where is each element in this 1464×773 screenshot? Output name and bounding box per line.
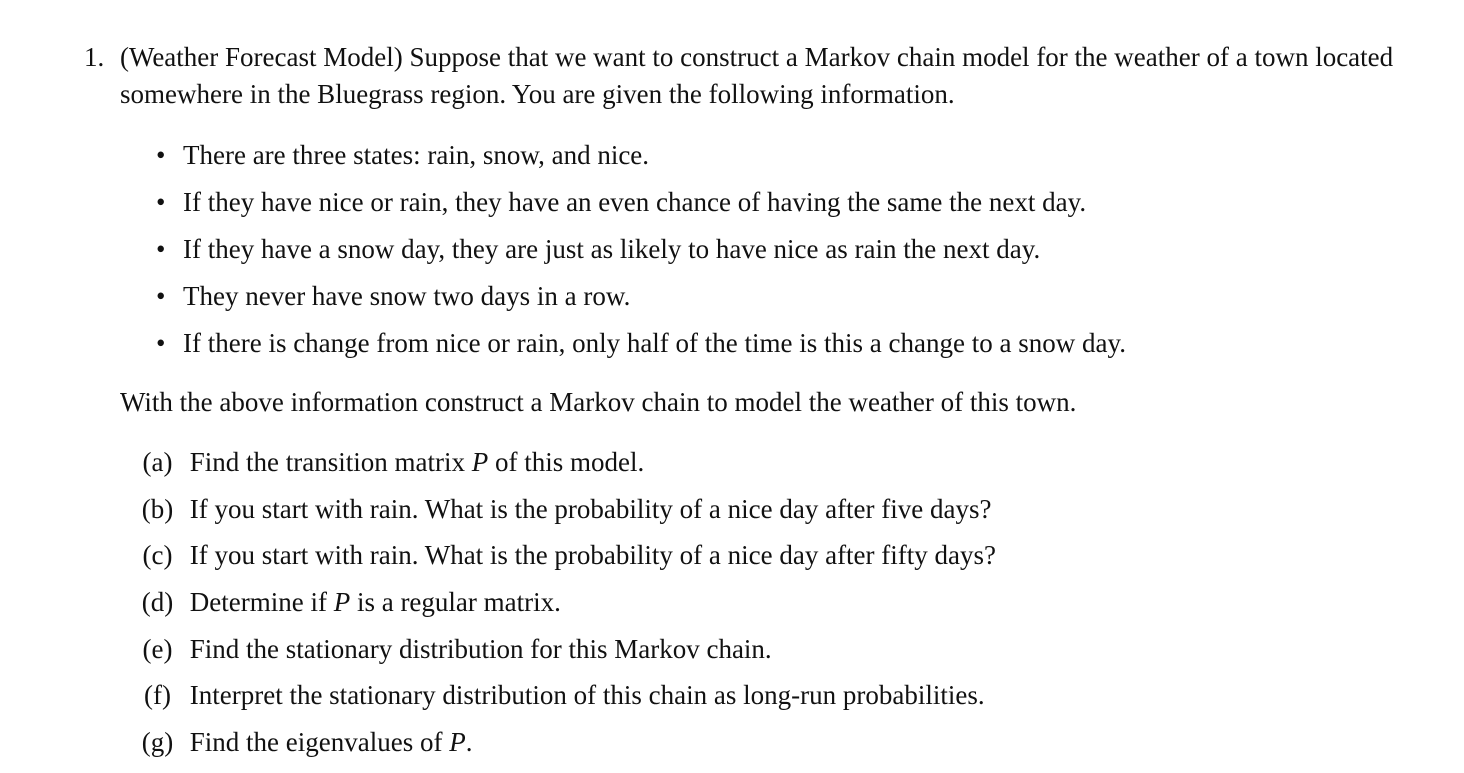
- math-symbol: P: [333, 587, 351, 618]
- bullet-icon: •: [156, 328, 166, 358]
- math-symbol: P: [449, 727, 466, 758]
- info-bullet-text: If there is change from nice or rain, only half of the time is this a change to a snow day.: [183, 328, 1126, 358]
- part-text: Find the eigenvalues of P.: [189, 727, 473, 758]
- part-label: (g): [141, 727, 174, 758]
- info-bullet-text: If they have nice or rain, they have an even chance of having the same the next day.: [183, 187, 1087, 217]
- question-part-d: [132, 586, 996, 633]
- part-text: Interpret the stationary distribution of this chain as long-run probabilities.: [189, 680, 985, 711]
- part-label: (d): [141, 587, 174, 618]
- problem-intro: (Weather Forecast Model) Suppose that we want to construct a Markov chain model for the weather of a town located somewhere in the Bluegrass region. You are given the following information.: [120, 42, 1394, 109]
- part-label: (f): [144, 680, 171, 711]
- question-part-f: [132, 679, 996, 726]
- info-bullet-text: They never have snow two days in a row.: [183, 281, 631, 311]
- part-text: If you start with rain. What is the probability of a nice day after fifty days?: [189, 540, 996, 571]
- info-bullet: [156, 233, 1126, 280]
- question-part-b: [132, 493, 996, 540]
- question-part-c: [132, 539, 996, 586]
- info-bullet: [156, 139, 1126, 186]
- info-bullet-text: If they have a snow day, they are just as likely to have nice as rain the next day.: [183, 234, 1041, 264]
- question-part-g: [132, 726, 996, 773]
- part-label: (b): [141, 493, 174, 524]
- part-text: If you start with rain. What is the probability of a nice day after five days?: [189, 493, 992, 524]
- part-text: Find the stationary distribution for this Markov chain.: [189, 633, 772, 664]
- info-bullet-list: [156, 139, 1126, 374]
- info-bullet: [156, 327, 1126, 374]
- bullet-icon: •: [156, 281, 166, 311]
- problem-conclusion: With the above information construct a Markov chain to model the weather of this town.: [120, 387, 1077, 417]
- question-parts-list: [132, 446, 996, 773]
- part-label: (a): [142, 447, 173, 477]
- info-bullet-text: There are three states: rain, snow, and nice.: [183, 140, 650, 170]
- problem-block: [84, 39, 1404, 113]
- part-label: (e): [142, 633, 173, 664]
- problem-number: 1.: [84, 42, 105, 72]
- bullet-icon: •: [156, 234, 166, 264]
- part-text: Determine if P is a regular matrix.: [189, 587, 561, 618]
- question-part-e: [132, 633, 996, 680]
- part-label: (c): [142, 540, 173, 571]
- question-part-a: [132, 446, 996, 493]
- bullet-icon: •: [156, 140, 166, 170]
- info-bullet: [156, 186, 1126, 233]
- info-bullet: [156, 280, 1126, 327]
- part-text: Find the transition matrix P of this model.: [189, 447, 645, 477]
- bullet-icon: •: [156, 187, 166, 217]
- math-symbol: P: [471, 447, 489, 477]
- problem-header: [84, 39, 1404, 113]
